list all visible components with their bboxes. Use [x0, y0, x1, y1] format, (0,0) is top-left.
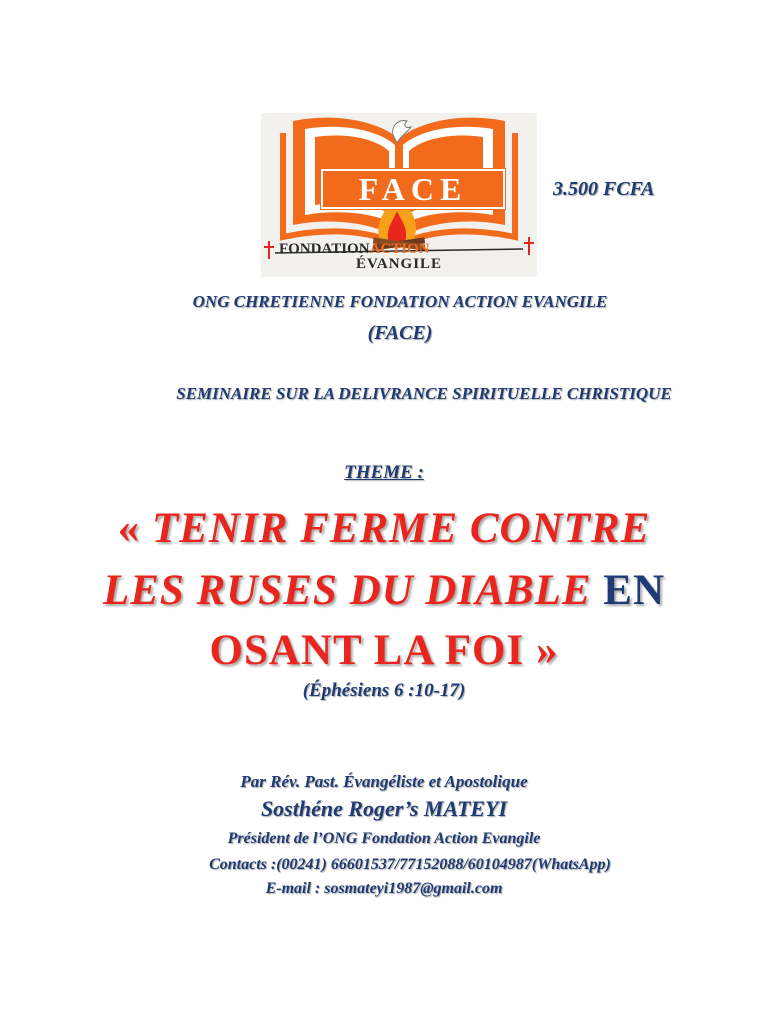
logo-evangile-text: ÉVANGILE — [355, 256, 443, 272]
bible-reference: (Éphésiens 6 :10-17) — [302, 680, 466, 701]
contact-email: E-mail : sosmateyi1987@gmail.com — [265, 880, 503, 897]
price-label: 3.500 FCFA — [553, 178, 655, 200]
author-title: Par Rév. Past. Évangéliste et Apostolique — [240, 772, 528, 791]
theme-open-quote: « — [117, 505, 152, 552]
theme-title-line-2 — [0, 566, 768, 615]
organization-name: ONG CHRETIENNE FONDATION ACTION EVANGILE — [192, 292, 608, 311]
contact-numbers: Contacts :(00241) 66601537/77152088/60104987(WhatsApp) — [209, 856, 611, 873]
theme-label: THEME : — [344, 462, 424, 483]
theme-title-line-1 — [0, 504, 768, 553]
logo-action-word: ACTION — [369, 241, 430, 257]
logo-fondation-word: FONDATION — [279, 241, 370, 257]
organization-abbreviation: (FACE) — [367, 322, 433, 344]
theme-line-2-text: LES RUSES DU DIABLE — [102, 567, 592, 614]
author-name: Sosthéne Roger’s MATEYI — [260, 796, 508, 821]
theme-line-2-tail: EN — [591, 567, 666, 614]
theme-line-1-text: TENIR FERME CONTRE — [151, 505, 651, 552]
face-logo — [261, 113, 537, 277]
author-role: Président de l’ONG Fondation Action Evangile — [227, 830, 541, 847]
logo-wordmark: FACE — [321, 169, 505, 209]
theme-title-line-3: OSANT LA FOI » — [209, 627, 559, 674]
seminar-title: SEMINAIRE SUR LA DELIVRANCE SPIRITUELLE CHRISTIQUE — [176, 384, 672, 403]
